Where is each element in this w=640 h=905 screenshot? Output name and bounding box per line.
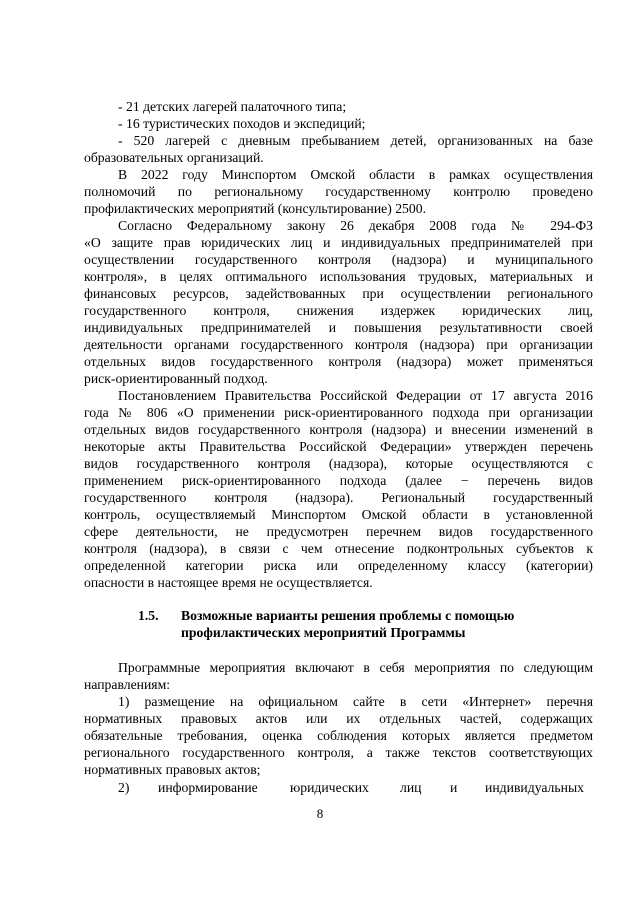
paragraph-line: опасности в настоящее время не осуществляется. <box>84 575 373 590</box>
paragraph-line: года № 806 «О применении риск-ориентированного подхода при организации <box>84 405 593 420</box>
paragraph-line: контроль, осуществляемый Минспортом Омской области в установленной <box>84 507 593 522</box>
paragraph-line: осуществлении государственного контроля (надзора) и муниципального <box>84 252 593 267</box>
paragraph-line: В 2022 году Минспортом Омской области в рамках осуществления <box>118 167 593 182</box>
paragraph-line: Программные мероприятия включают в себя мероприятия по следующим <box>118 660 593 675</box>
paragraph-word: юридических <box>290 780 369 795</box>
paragraph-line: профилактических мероприятий (консультирование) 2500. <box>84 201 426 216</box>
paragraph-line: сфере деятельности, не предусмотрен перечнем видов государственного <box>84 524 593 539</box>
list-marker: 2) <box>118 780 130 795</box>
paragraph-line: индивидуальных предпринимателей и повышения результативности своей <box>84 320 593 335</box>
paragraph-line: контроля (надзора), в связи с чем отнесение подконтрольных субъектов к <box>84 541 593 556</box>
paragraph-line: некоторые акты Правительства Российской Федерации» утвержден перечень <box>84 439 593 454</box>
paragraph-line: нормативных правовых актов или их отдельных частей, содержащих <box>84 711 593 726</box>
paragraph-line: видов государственного контроля (надзора), которые осуществляются с <box>84 456 593 471</box>
paragraph-line: контроля», в целях оптимального использования трудовых, материальных и <box>84 269 593 284</box>
paragraph-line: деятельности органами государственного контроля (надзора) при организации <box>84 337 593 352</box>
paragraph-word: индивидуальных <box>485 780 584 795</box>
paragraph-line: 1) размещение на официальном сайте в сети «Интернет» перечня <box>118 694 593 709</box>
paragraph-line: нормативных правовых актов; <box>84 762 261 777</box>
paragraph-line: - 21 детских лагерей палаточного типа; <box>118 99 347 114</box>
paragraph-line: обязательные требования, оценка соблюдения которых является предметом <box>84 728 593 743</box>
paragraph-line: - 520 лагерей с дневным пребыванием детей, организованных на базе <box>118 133 593 148</box>
paragraph-word: и <box>450 780 458 795</box>
paragraph-line: Постановлением Правительства Российской Федерации от 17 августа 2016 <box>118 388 593 403</box>
paragraph-line: отдельных видов государственного контроля (надзора) может применяться <box>84 354 593 369</box>
section-number: 1.5. <box>138 608 159 623</box>
paragraph-line: финансовых ресурсов, задействованных при осуществлении регионального <box>84 286 593 301</box>
paragraph-line: полномочий по региональному государственному контролю проведено <box>84 184 593 199</box>
paragraph-line: - 16 туристических походов и экспедиций; <box>118 116 366 131</box>
section-heading: Возможные варианты решения проблемы с помощью <box>181 608 515 623</box>
paragraph-line: определенной категории риска или определенному классу (категории) <box>84 558 593 573</box>
paragraph-line: риск-ориентированный подход. <box>84 371 268 386</box>
paragraph-line: применением риск-ориентированного подхода (далее − перечень видов <box>84 473 593 488</box>
section-heading: профилактических мероприятий Программы <box>181 625 466 640</box>
paragraph-line: «О защите прав юридических лиц и индивидуальных предпринимателей при <box>84 235 593 250</box>
paragraph-line: отдельных видов государственного контроля (надзора) и внесении изменений в <box>84 422 593 437</box>
paragraph-word: лиц <box>400 780 422 795</box>
paragraph-word: информирование <box>158 780 258 795</box>
paragraph-line: образовательных организаций. <box>84 150 264 165</box>
paragraph-line: государственного контроля, снижения издержек юридических лиц, <box>84 303 593 318</box>
paragraph-line: Согласно Федеральному закону 26 декабря 2008 года № 294-ФЗ <box>118 218 593 233</box>
page-number: 8 <box>316 806 324 821</box>
paragraph-line: направлениям: <box>84 677 171 692</box>
paragraph-line: государственного контроля (надзора). Региональный государственный <box>84 490 593 505</box>
paragraph-line: регионального государственного контроля, а также текстов соответствующих <box>84 745 593 760</box>
